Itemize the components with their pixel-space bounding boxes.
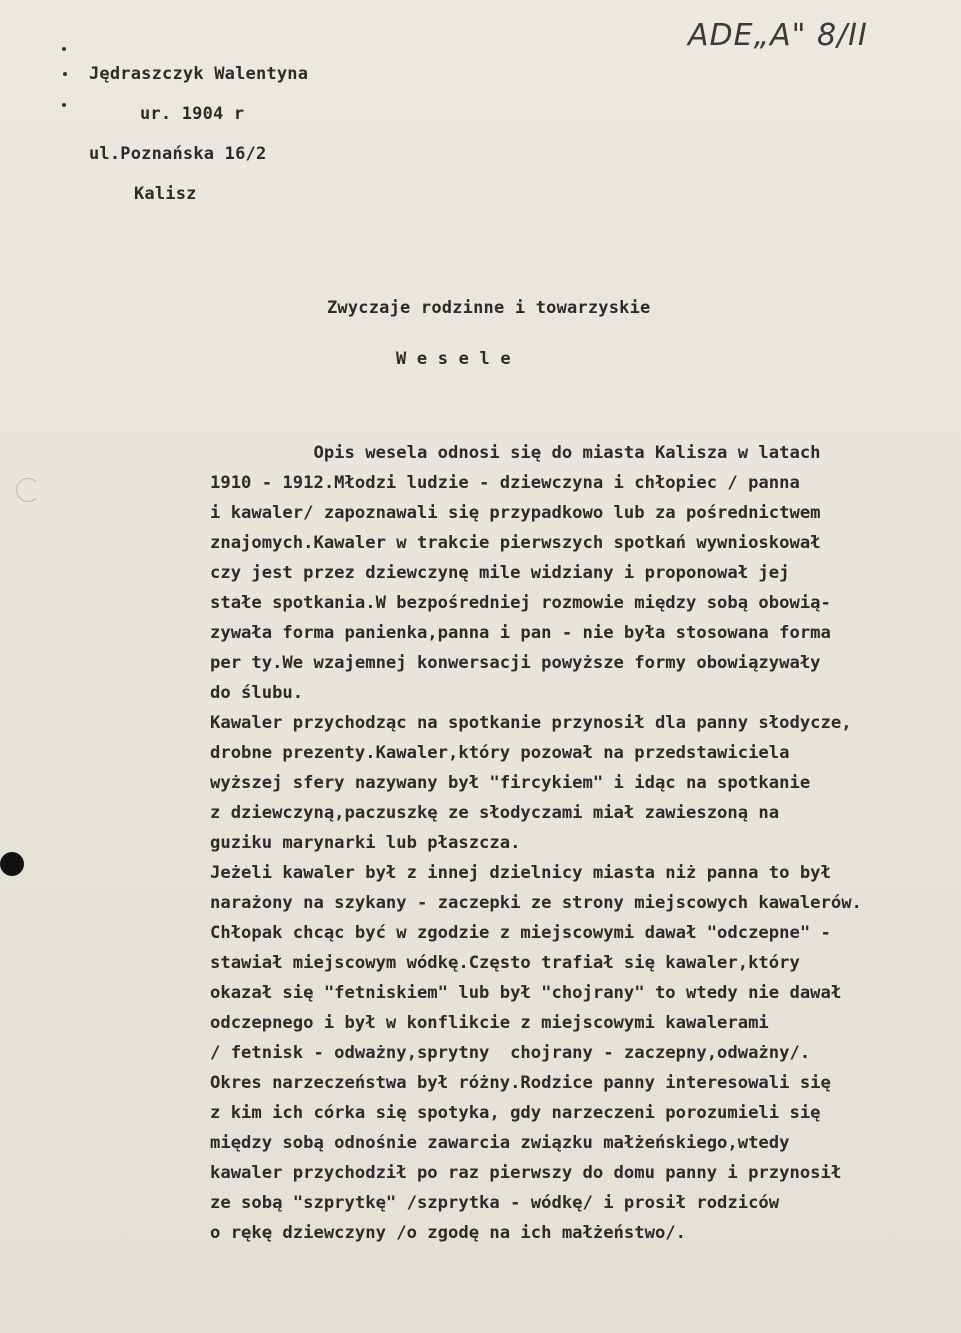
informant-birth-year: ur. 1904 r	[140, 104, 245, 124]
body-line: czy jest przez dziewczynę mile widziany i proponował jej	[210, 563, 790, 583]
informant-name: Jędraszczyk Walentyna	[89, 64, 309, 84]
punch-hole-shadow	[16, 478, 40, 502]
informant-city: Kalisz	[134, 184, 197, 204]
body-line: kawaler przychodził po raz pierwszy do domu panny i przynosił	[210, 1163, 842, 1183]
body-line: między sobą odnośnie zawarcia związku małżeńskiego,wtedy	[210, 1133, 790, 1153]
body-line: Opis wesela odnosi się do miasta Kalisza w latach	[210, 443, 821, 463]
body-line: stałe spotkania.W bezpośredniej rozmowie między sobą obowią-	[210, 593, 831, 613]
body-line: narażony na szykany - zaczepki ze strony miejscowych kawalerów.	[210, 893, 862, 913]
body-line: do ślubu.	[210, 683, 304, 703]
body-line: per ty.We wzajemnej konwersacji powyższe formy obowiązywały	[210, 653, 821, 673]
body-line: znajomych.Kawaler w trakcie pierwszych spotkań wywnioskował	[210, 533, 821, 553]
body-line: Chłopak chcąc być w zgodzie z miejscowymi dawał "odczepne" -	[210, 923, 831, 943]
margin-mark	[62, 103, 66, 107]
body-line: z kim ich córka się spotyka, gdy narzeczeni porozumieli się	[210, 1103, 821, 1123]
punch-hole	[0, 852, 24, 876]
informant-street: ul.Poznańska 16/2	[89, 144, 267, 164]
body-line: i kawaler/ zapoznawali się przypadkowo lub za pośrednictwem	[210, 503, 821, 523]
body-line: Okres narzeczeństwa był różny.Rodzice panny interesowali się	[210, 1073, 831, 1093]
body-line: 1910 - 1912.Młodzi ludzie - dziewczyna i chłopiec / panna	[210, 473, 800, 493]
body-line: o rękę dziewczyny /o zgodę na ich małżeństwo/.	[210, 1223, 686, 1243]
body-line: ze sobą "szprytkę" /szprytka - wódkę/ i prosił rodziców	[210, 1193, 780, 1213]
body-line: odczepnego i był w konflikcie z miejscowymi kawalerami	[210, 1013, 769, 1033]
body-line: stawiał miejscowym wódkę.Często trafiał się kawaler,który	[210, 953, 800, 973]
body-line: Jeżeli kawaler był z innej dzielnicy miasta niż panna to był	[210, 863, 831, 883]
archival-reference-mark: ADE„A" 8/II	[688, 18, 868, 53]
body-line: okazał się "fetniskiem" lub był "chojrany" to wtedy nie dawał	[210, 983, 842, 1003]
body-line: guziku marynarki lub płaszcza.	[210, 833, 521, 853]
document-subtitle: W e s e l e	[396, 349, 511, 369]
body-line: z dziewczyną,paczuszkę ze słodyczami miał zawieszoną na	[210, 803, 780, 823]
body-line: wyższej sfery nazywany był "fircykiem" i idąc na spotkanie	[210, 773, 811, 793]
body-line: zywała forma panienka,panna i pan - nie była stosowana forma	[210, 623, 831, 643]
margin-mark	[62, 47, 66, 51]
body-line: Kawaler przychodząc na spotkanie przynosił dla panny słodycze,	[210, 713, 852, 733]
margin-mark	[63, 72, 67, 76]
body-line: / fetnisk - odważny,sprytny chojrany - zaczepny,odważny/.	[210, 1043, 811, 1063]
body-line: drobne prezenty.Kawaler,który pozował na przedstawiciela	[210, 743, 790, 763]
document-title: Zwyczaje rodzinne i towarzyskie	[327, 298, 651, 318]
